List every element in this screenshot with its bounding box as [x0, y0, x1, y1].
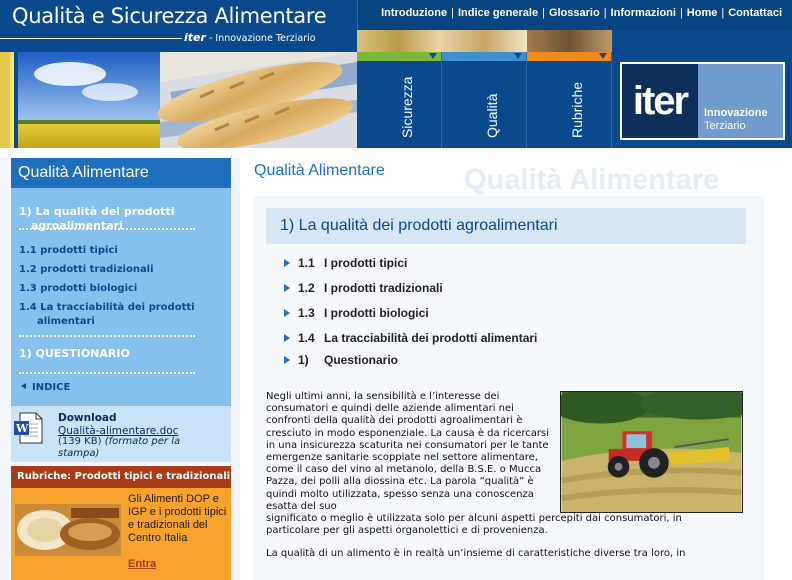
file-size: (139 KB) — [58, 436, 102, 447]
article-paragraph: La qualità di un alimento è in realtà un’insieme di caratteristiche diverse tra loro, in — [266, 548, 686, 560]
bullet-arrow-icon — [284, 259, 290, 267]
page-title: Qualità Alimentare — [254, 162, 385, 179]
bullet-arrow-icon — [284, 356, 290, 364]
indice-label: INDICE — [32, 382, 71, 393]
toc-label: I prodotti biologici — [324, 306, 429, 320]
brand-subtitle — [184, 31, 316, 44]
divider — [19, 335, 195, 337]
site-title[interactable]: Qualità e Sicurezza Alimentare — [12, 4, 327, 28]
toc-item-questionario[interactable] — [284, 353, 398, 367]
rubriche-title: Rubriche: Prodotti tipici e tradizionali — [17, 471, 231, 482]
iter-wordmark: iter — [184, 31, 206, 44]
iter-logo-light — [698, 64, 783, 138]
download-title: Download — [58, 412, 117, 424]
iter-logo[interactable] — [620, 62, 785, 140]
sidebar-top-strip — [0, 148, 240, 158]
thumbnail-bread — [441, 30, 527, 52]
nav-indice-generale[interactable]: Indice generale | — [457, 7, 545, 19]
sidebar-item-label: 1.4 La tracciabilità dei prodotti — [19, 302, 195, 313]
back-arrow-icon — [21, 383, 26, 389]
download-size — [58, 436, 180, 447]
title-watermark: Qualità Alimentare — [464, 164, 720, 196]
nav-contattaci[interactable]: Contattaci — [728, 7, 782, 19]
header — [0, 0, 792, 148]
toc-label: Questionario — [324, 353, 399, 367]
iter-logo-dark — [622, 64, 698, 138]
iter-logo-line2: Terziario — [704, 120, 746, 132]
header-photo — [0, 52, 357, 148]
bullet-arrow-icon — [284, 334, 290, 342]
tractor-photo — [560, 391, 743, 513]
top-navigation — [357, 0, 792, 30]
rubriche-box — [11, 488, 231, 580]
print-note-cont: stampa) — [58, 448, 100, 459]
rubriche-header — [11, 466, 231, 488]
sidebar-item-label: agroalimentari — [31, 219, 123, 232]
section-tabs — [357, 52, 612, 148]
toc-number: 1.4 — [298, 331, 315, 345]
divider — [19, 228, 195, 230]
iter-logo-word: iter — [632, 78, 688, 123]
toc-label: I prodotti tradizionali — [324, 281, 443, 295]
toc-number: 1.3 — [298, 306, 315, 320]
tab-qualita[interactable] — [442, 52, 527, 148]
bullet-arrow-icon — [284, 284, 290, 292]
sidebar-item-label: 1) La qualità dei prodotti — [19, 205, 175, 218]
brand-area — [0, 0, 357, 52]
sidebar-item-tracciabilita[interactable] — [19, 301, 219, 329]
rubriche-bread-image[interactable] — [15, 504, 121, 556]
sidebar-title: Qualità Alimentare — [18, 164, 149, 181]
bullet-arrow-icon — [284, 309, 290, 317]
sidebar-header — [11, 158, 231, 188]
brand-tagline: - Innovazione Terziario — [205, 33, 316, 44]
print-note: (formato per la — [104, 436, 181, 447]
nav-introduzione[interactable]: Introduzione | — [381, 7, 454, 19]
toc-number: 1.1 — [298, 256, 315, 270]
sidebar — [0, 148, 240, 580]
tab-label: Qualità — [484, 93, 500, 138]
toc-number: 1.2 — [298, 281, 315, 295]
toc-item-prodotti-tradizionali[interactable] — [284, 281, 443, 295]
toc-label: I prodotti tipici — [324, 256, 408, 270]
divider — [19, 372, 195, 374]
main-header — [240, 158, 792, 198]
sidebar-item-label: alimentari — [37, 316, 95, 327]
tab-label: Rubriche — [569, 81, 585, 138]
sidebar-item-questionario[interactable]: 1) QUESTIONARIO — [19, 347, 130, 360]
content-panel — [254, 196, 764, 580]
toc-item-tracciabilita[interactable] — [284, 331, 537, 345]
toc-number: 1) — [298, 353, 309, 367]
download-file-link[interactable]: Qualità-alimentare.doc — [58, 425, 179, 437]
nav-home[interactable]: Home | — [686, 7, 725, 19]
sidebar-item-prodotti-tradizionali[interactable]: 1.2 prodotti tradizionali — [19, 264, 154, 275]
sidebar-menu — [11, 188, 231, 406]
article-paragraph: Negli ultimi anni, la sensibilità e l’interesse dei consumatori e quindi delle aziende alimentari nei confronti della qualità dei prodotti agroalimentari è cresciuto in modo esponenziale. La causa è da ricercarsi in una insicurezza scaturita nei consumatori per le tante emergenze sanitarie scoppiate nel settore alimentare, come il caso del vino al metanolo, della B.S.E. o Mucca Pazza, dei polli alla diossina etc. La parola “qualità” è quindi molto utilizzata, spesso senza una conoscenza esatta del suo — [266, 391, 549, 512]
rubriche-description: Gli Alimenti DOP e IGP e i prodotti tipici e tradizionali del Centro Italia — [128, 493, 227, 544]
section-title: 1) La qualità dei prodotti agroalimentari — [280, 217, 558, 234]
nav-informazioni[interactable]: Informazioni | — [610, 7, 683, 19]
toc-item-prodotti-biologici[interactable] — [284, 306, 429, 320]
tab-sicurezza[interactable] — [357, 52, 442, 148]
sidebar-item-prodotti-tipici[interactable]: 1.1 prodotti tipici — [19, 245, 118, 256]
brand-rule — [0, 38, 182, 39]
thumbnail-wheat — [357, 30, 441, 52]
iter-logo-area — [612, 30, 792, 148]
iter-logo-line1: Innovazione — [704, 107, 768, 119]
tab-rubriche[interactable] — [527, 52, 612, 148]
field-bread-photo — [0, 52, 357, 148]
chevron-down-icon — [514, 53, 522, 59]
toc-item-prodotti-tipici[interactable] — [284, 256, 407, 270]
indice-link[interactable] — [21, 382, 70, 393]
nav-glossario[interactable]: Glossario | — [548, 7, 607, 19]
chevron-down-icon — [429, 53, 437, 59]
tab-label: Sicurezza — [399, 76, 415, 138]
main-content — [240, 148, 792, 580]
download-box — [11, 406, 231, 462]
word-document-icon[interactable] — [14, 412, 44, 444]
section-title-bar — [266, 208, 746, 244]
rubriche-entra-link[interactable]: Entra — [128, 558, 157, 570]
thumbnail-food — [527, 30, 612, 52]
toc-label: La tracciabilità dei prodotti alimentari — [324, 331, 538, 345]
sidebar-item-prodotti-biologici[interactable]: 1.3 prodotti biologici — [19, 283, 138, 294]
chevron-down-icon — [599, 53, 607, 59]
article-paragraph: significato o meglio è utilizzata solo per alcuni aspetti percepiti dai consumatori, in particolare per gli aspetti organolettici e di provenienza. — [266, 513, 682, 537]
tab-thumbnails — [357, 30, 612, 52]
svg-text:W: W — [16, 422, 29, 435]
